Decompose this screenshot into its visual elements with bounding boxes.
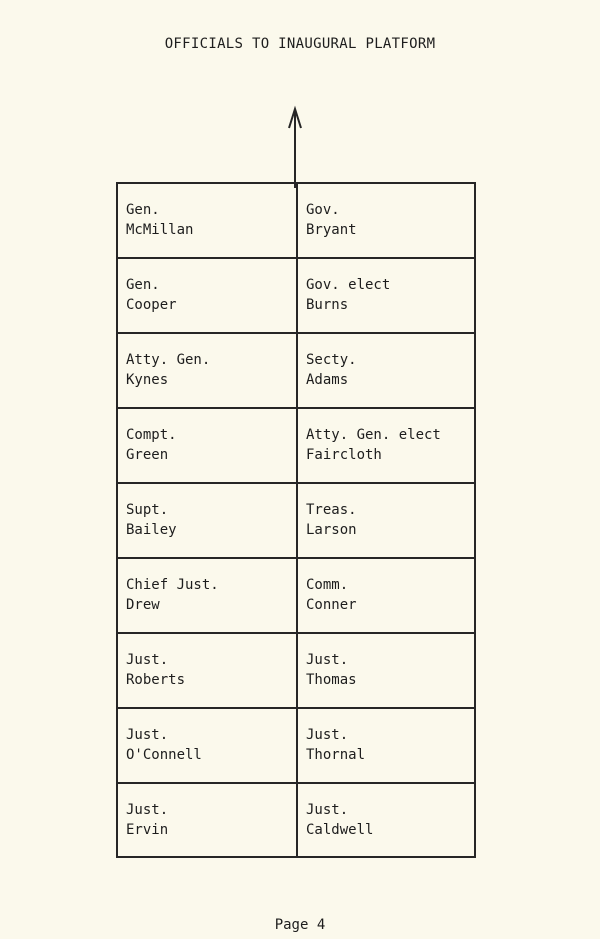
official-title: Compt.	[126, 427, 177, 443]
official-title: Just.	[126, 802, 169, 818]
seat-left	[126, 425, 177, 465]
official-title: Just.	[306, 727, 349, 743]
seating-row-2	[118, 259, 474, 334]
official-title: Gen.	[126, 277, 160, 293]
official-title: Treas.	[306, 502, 357, 518]
official-name: Kynes	[126, 372, 169, 388]
platform-seating-grid	[116, 182, 476, 858]
seat-right	[306, 650, 357, 690]
official-name: Larson	[306, 522, 357, 538]
seat-right	[306, 575, 357, 615]
official-title: Chief Just.	[126, 577, 219, 593]
seat-left	[126, 725, 202, 765]
official-name: O'Connell	[126, 747, 202, 763]
official-title: Atty. Gen. elect	[306, 427, 441, 443]
official-name: Bailey	[126, 522, 177, 538]
seating-row-5	[118, 484, 474, 559]
arrow-up-icon	[285, 104, 305, 188]
seat-left	[126, 200, 193, 240]
seating-row-4	[118, 409, 474, 484]
seat-left	[126, 575, 219, 615]
official-name: Ervin	[126, 822, 169, 838]
official-name: McMillan	[126, 222, 194, 238]
seat-right	[306, 725, 365, 765]
official-name: Drew	[126, 597, 160, 613]
page-number: Page 4	[274, 917, 326, 933]
official-name: Faircloth	[306, 447, 382, 463]
official-title: Just.	[306, 652, 349, 668]
official-title: Gov.	[306, 202, 340, 218]
seat-right	[306, 425, 441, 465]
seating-row-7	[118, 634, 474, 709]
official-name: Green	[126, 447, 169, 463]
official-title: Comm.	[306, 577, 349, 593]
official-title: Gov. elect	[306, 277, 391, 293]
official-title: Supt.	[126, 502, 169, 518]
seating-row-1	[118, 184, 474, 259]
official-name: Caldwell	[306, 822, 374, 838]
official-title: Secty.	[306, 352, 357, 368]
official-name: Burns	[306, 297, 349, 313]
seat-left	[126, 500, 177, 540]
official-name: Thornal	[306, 747, 366, 763]
seat-right	[306, 200, 357, 240]
seat-right	[306, 275, 390, 315]
seat-right	[306, 350, 357, 390]
official-title: Gen.	[126, 202, 160, 218]
official-title: Atty. Gen.	[126, 352, 211, 368]
official-name: Roberts	[126, 672, 186, 688]
seating-row-3	[118, 334, 474, 409]
seat-left	[126, 800, 168, 840]
seating-row-6	[118, 559, 474, 634]
official-name: Cooper	[126, 297, 177, 313]
official-name: Bryant	[306, 222, 357, 238]
page-title: OFFICIALS TO INAUGURAL PLATFORM	[164, 36, 436, 52]
seat-left	[126, 350, 210, 390]
official-name: Conner	[306, 597, 357, 613]
official-name: Adams	[306, 372, 349, 388]
official-title: Just.	[306, 802, 349, 818]
official-title: Just.	[126, 727, 169, 743]
seat-left	[126, 275, 177, 315]
seating-row-8	[118, 709, 474, 784]
seating-row-9	[118, 784, 474, 859]
seat-right	[306, 800, 373, 840]
official-name: Thomas	[306, 672, 357, 688]
official-title: Just.	[126, 652, 169, 668]
seat-left	[126, 650, 185, 690]
seat-right	[306, 500, 357, 540]
